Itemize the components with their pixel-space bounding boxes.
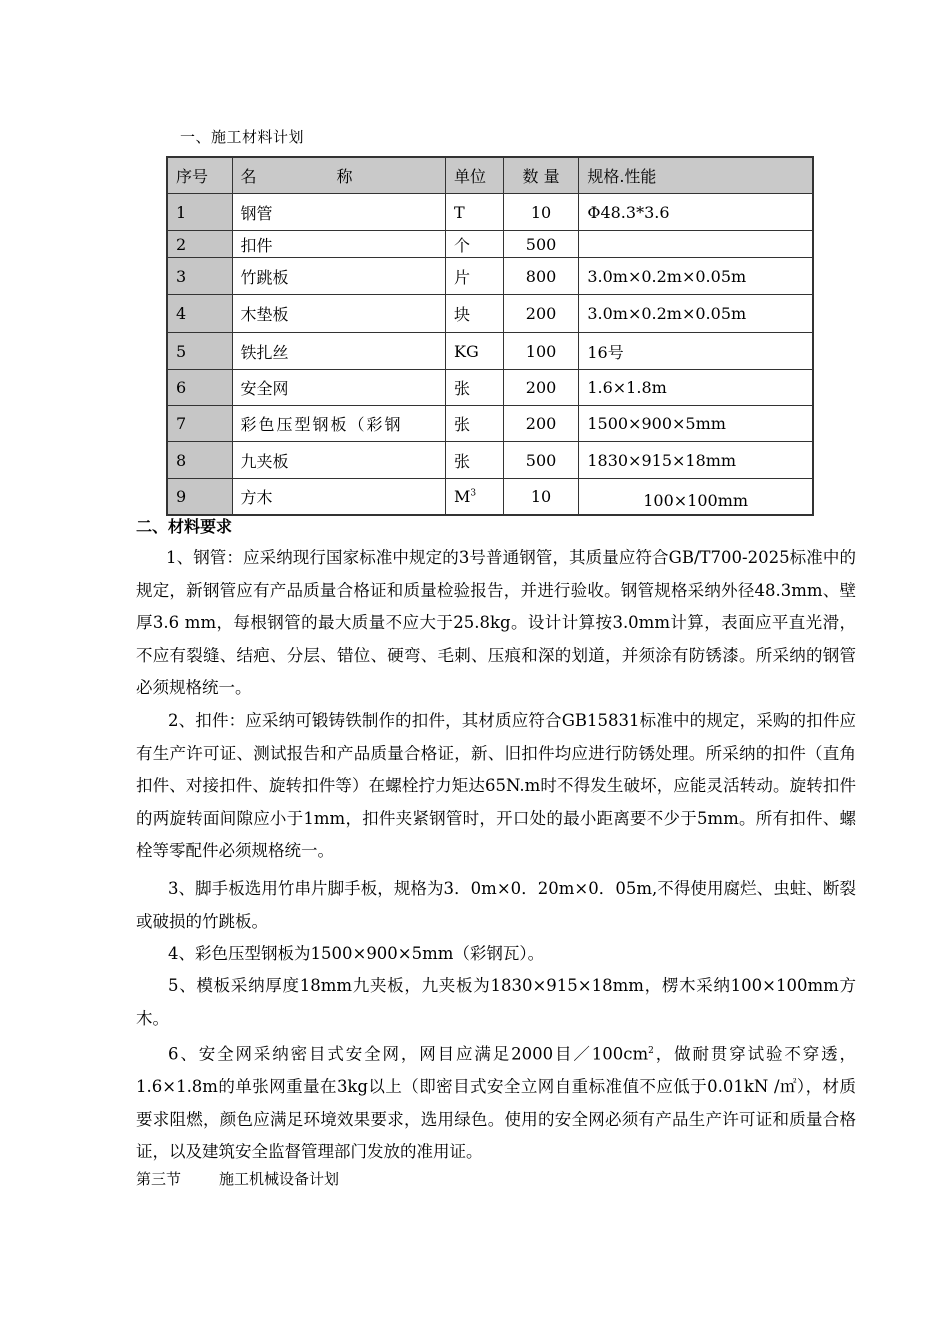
safety-net-text-b: ，做耐贯穿试验不穿透，1.6×1.8m的单张网重量在3kg以上（即密目式安全立网自重标准值不应低于0.01kN /㎡），材质要求阻燃，颜色应满足环境效果要求，选用绿色。使用的安全网必须有产品生产许可证和质量合格证，以及建筑安全监督管理部门发放的准用证。 — [136, 1044, 857, 1161]
paragraph-color-steel: 4、彩色压型钢板为1500×900×5mm（彩钢瓦）。 — [168, 944, 545, 963]
table-row — [167, 258, 813, 295]
row-index: 1 — [167, 194, 232, 231]
row-quantity: 500 — [503, 442, 579, 479]
row-unit-superscript: 3 — [470, 488, 477, 499]
row-spec: 1.6×1.8m — [579, 370, 813, 406]
row-spec: Φ48.3*3.6 — [579, 194, 813, 231]
row-unit: T — [446, 194, 504, 231]
row-spec: 3.0m×0.2m×0.05m — [579, 295, 813, 333]
header-name-part-a: 名 — [240, 167, 257, 186]
row-name: 方木 — [232, 479, 445, 515]
table-row — [167, 194, 813, 231]
row-quantity: 200 — [503, 370, 579, 406]
row-quantity: 500 — [503, 231, 579, 258]
row-quantity: 200 — [503, 406, 579, 442]
row-quantity: 10 — [503, 194, 579, 231]
row-index: 7 — [167, 406, 232, 442]
table-row — [167, 231, 813, 258]
row-name: 铁扎丝 — [232, 333, 445, 370]
row-unit: 张 — [446, 370, 504, 406]
row-index: 9 — [167, 479, 232, 515]
row-name: 木垫板 — [232, 295, 445, 333]
header-index: 序号 — [167, 157, 232, 194]
row-unit-base: M — [454, 486, 471, 506]
safety-net-text-a: 6、安全网采纳密目式安全网，网目应满足2000目／100cm — [168, 1044, 649, 1064]
row-unit: 片 — [446, 258, 504, 295]
table-header-row — [167, 157, 813, 194]
table-row — [167, 295, 813, 333]
row-spec-value: 100×100mm — [643, 490, 749, 510]
header-name-part-b: 称 — [336, 167, 353, 186]
next-section-number: 第三节 — [136, 1170, 182, 1188]
next-section-title: 施工机械设备计划 — [219, 1170, 340, 1188]
row-name: 九夹板 — [232, 442, 445, 479]
row-quantity: 800 — [503, 258, 579, 295]
row-spec: 1500×900×5mm — [579, 406, 813, 442]
safety-net-superscript: 2 — [648, 1046, 654, 1056]
paragraph-fasteners: 2、扣件：应采纳可锻铸铁制作的扣件，其材质应符合GB15831标准中的规定，采购的扣件应有生产许可证、测试报告和产品质量合格证，新、旧扣件均应进行防锈处理。所采纳的扣件（直角扣件、对接扣件、旋转扣件等）在螺栓拧力矩达65N.m时不得发生破坏，应能灵活转动。旋转扣件的两旋转面间隙应小于1mm，扣件夹紧钢管时，开口处的最小距离要不少于5mm。所有扣件、螺栓等零配件必须规格统一。 — [136, 711, 856, 860]
row-index: 2 — [167, 231, 232, 258]
row-index: 6 — [167, 370, 232, 406]
row-spec — [579, 479, 813, 515]
row-index: 8 — [167, 442, 232, 479]
table-row — [167, 333, 813, 370]
paragraph-safety-net — [136, 1035, 856, 1169]
row-quantity: 200 — [503, 295, 579, 333]
plan-heading: 一、施工材料计划 — [180, 128, 305, 146]
paragraph-scaffold-board: 3、脚手板选用竹串片脚手板，规格为3．0m×0．20m×0．05m,不得使用腐烂、虫蛀、断裂或破损的竹跳板。 — [136, 879, 856, 931]
header-quantity: 数 量 — [503, 157, 579, 194]
row-index: 4 — [167, 295, 232, 333]
row-name: 钢管 — [232, 194, 445, 231]
table-row — [167, 442, 813, 479]
row-index: 3 — [167, 258, 232, 295]
row-quantity: 10 — [503, 479, 579, 515]
header-unit: 单位 — [446, 157, 504, 194]
row-unit: 张 — [446, 442, 504, 479]
row-unit: 张 — [446, 406, 504, 442]
header-name — [232, 157, 445, 194]
next-section-heading — [136, 1168, 339, 1189]
table-row — [167, 406, 813, 442]
table-row — [167, 370, 813, 406]
paragraph-formwork: 5、模板采纳厚度18mm九夹板，九夹板为1830×915×18mm，楞木采纳100×100mm方木。 — [136, 976, 856, 1028]
section-2-title: 二、材料要求 — [136, 517, 233, 536]
row-spec: 16号 — [579, 333, 813, 370]
row-name: 扣件 — [232, 231, 445, 258]
header-spec: 规格.性能 — [579, 157, 813, 194]
row-spec: 1830×915×18mm — [579, 442, 813, 479]
row-name: 安全网 — [232, 370, 445, 406]
row-unit: 块 — [446, 295, 504, 333]
row-name: 彩色压型钢板（彩钢 — [232, 406, 445, 442]
row-name: 竹跳板 — [232, 258, 445, 295]
table-row — [167, 479, 813, 515]
row-index: 5 — [167, 333, 232, 370]
row-unit — [446, 479, 504, 515]
row-quantity: 100 — [503, 333, 579, 370]
row-unit: 个 — [446, 231, 504, 258]
row-spec: 3.0m×0.2m×0.05m — [579, 258, 813, 295]
row-spec — [579, 231, 813, 258]
materials-table — [166, 156, 814, 516]
paragraph-steel-pipe: 1、钢管：应采纳现行国家标准中规定的3号普通钢管，其质量应符合GB/T700-2025标准中的规定，新钢管应有产品质量合格证和质量检验报告，并进行验收。钢管规格采纳外径48.3mm、壁厚3.6 mm，每根钢管的最大质量不应大于25.8kg。设计计算按3.0mm计算，表面应平直光滑，不应有裂缝、结疤、分层、错位、硬弯、毛刺、压痕和深的划道，并须涂有防锈漆。所采纳的钢管必须规格统一。 — [136, 548, 856, 697]
row-unit: KG — [446, 333, 504, 370]
